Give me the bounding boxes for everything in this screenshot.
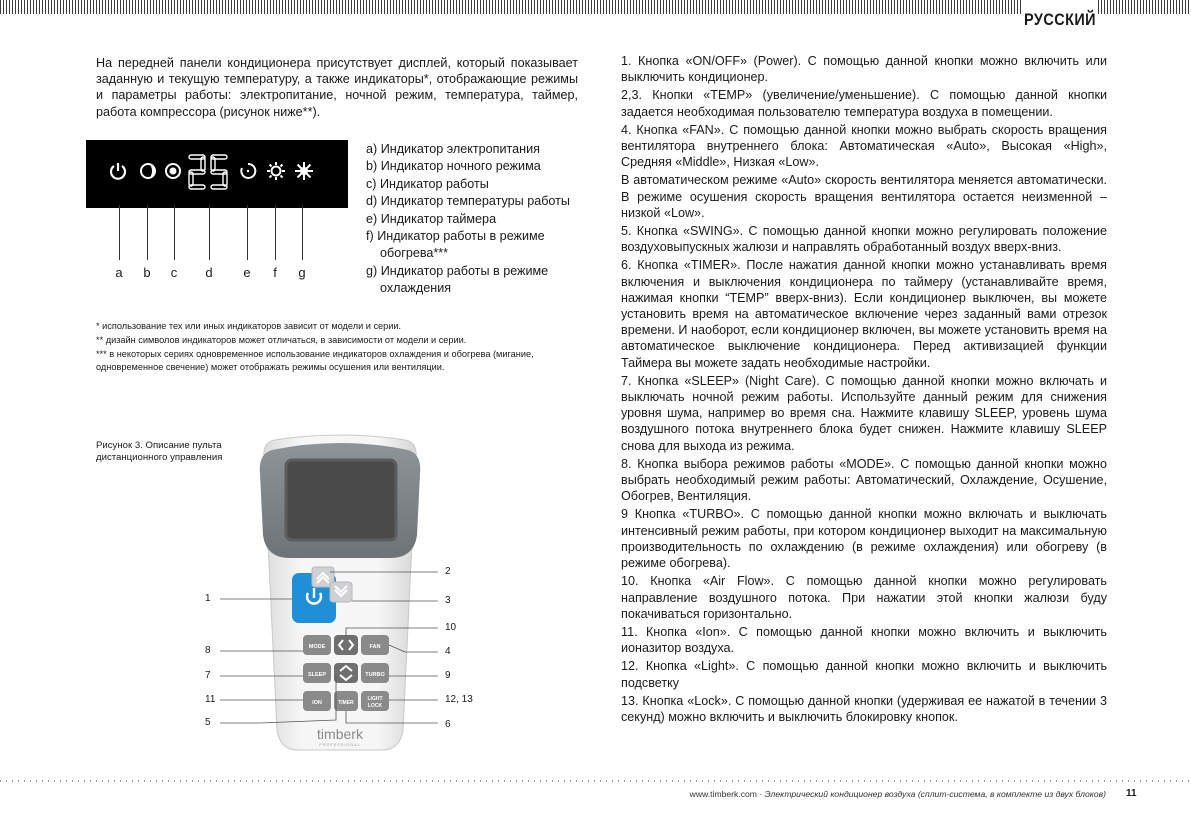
footer-site[interactable]: www.timberk.com xyxy=(689,789,757,799)
description-item: 8. Кнопка выбора режимов работы «MODE». С помощью данной кнопки можно выбрать необходимый режим работы: Автоматический, Охлаждение, Осушение, Обогрев, Вентиляция. xyxy=(621,456,1107,504)
callout-number: 9 xyxy=(445,670,451,681)
description-item: 9 Кнопка «TURBO». С помощью данной кнопки можно включать и выключать интенсивный режим работы, при котором кондиционер выходит на максимальную производительность по охлаждению (в режиме охлаждения) или обогреву (в режиме обогрева). xyxy=(621,507,1107,571)
leader-line xyxy=(247,205,248,260)
sleep-label: SLEEP xyxy=(307,672,327,678)
callout-number: 12, 13 xyxy=(445,694,473,705)
callout-number: 5 xyxy=(205,717,211,728)
night-mode-icon xyxy=(138,161,158,181)
indicator-letter: d xyxy=(205,265,213,280)
mode-label: MODE xyxy=(308,644,326,650)
button-descriptions xyxy=(621,53,1107,727)
legend-item: e) Индикатор таймера xyxy=(366,211,497,226)
figure-caption: Рисунок 3. Описание пульта дистанционного управления xyxy=(96,440,223,464)
display-panel xyxy=(86,140,348,208)
footnote: ** дизайн символов индикаторов может отличаться, в зависимости от модели и серии. xyxy=(96,335,467,346)
indicator-letter: c xyxy=(170,265,178,280)
lock-label: LOCK xyxy=(367,703,383,709)
legend-item: g) Индикатор работы в режиме охлаждения xyxy=(366,263,549,296)
cooling-icon xyxy=(294,161,314,181)
indicator-letter: a xyxy=(115,265,123,280)
callout-number: 4 xyxy=(445,646,451,657)
air-flow-button[interactable] xyxy=(334,635,358,655)
power-icon xyxy=(108,161,128,181)
legend-item: b) Индикатор ночного режима xyxy=(366,159,541,174)
description-item: 4. Кнопка «FAN». С помощью данной кнопки можно выбрать скорость вращения вентилятора внутреннего блока: Автоматическая «Auto», Высокая «High», Средняя «Middle», Низкая «Low». xyxy=(621,122,1107,170)
language-label: РУССКИЙ xyxy=(1023,0,1098,34)
footer-tagline: Электрический кондиционер воздуха (сплит-система, в комплекте из двух блоков) xyxy=(764,789,1106,799)
leader-line xyxy=(147,205,148,260)
indicator-letter: f xyxy=(273,265,277,280)
dotted-divider xyxy=(0,780,1191,782)
light-label: LIGHT xyxy=(367,696,383,702)
description-item: 7. Кнопка «SLEEP» (Night Care). С помощью данной кнопки можно включать и выключать ночной режим работы. Используйте данный режим для снижения уровня шума, например во время сна. Нажмите клавишу SLEEP, уровень шума воздушного потока внутреннего блока будет снижен. Нажмите клавишу SLEEP снова для выхода из режима. xyxy=(621,373,1107,453)
legend-item: c) Индикатор работы xyxy=(366,176,489,191)
page-number: 11 xyxy=(1126,788,1137,799)
description-item: 12. Кнопка «Light». С помощью данной кнопки можно включить и выключить подсветку xyxy=(621,659,1107,690)
legend-item: a) Индикатор электропитания xyxy=(366,142,540,156)
leader-line xyxy=(275,205,276,260)
legend-item: d) Индикатор температуры работы xyxy=(366,194,570,209)
leader-line xyxy=(174,205,175,260)
remote-control xyxy=(200,430,480,770)
legend-item: f) Индикатор работы в режиме обогрева*** xyxy=(366,229,545,261)
footer xyxy=(620,789,1106,799)
timer-icon xyxy=(238,161,258,181)
ion-label: ION xyxy=(312,700,322,706)
footnote: * использование тех или иных индикаторов зависит от модели и серии. xyxy=(96,321,402,331)
leader-line xyxy=(119,205,120,260)
callout-number: 10 xyxy=(445,622,457,633)
footer-separator: · xyxy=(756,789,765,799)
timer-label: TIMER xyxy=(338,700,354,706)
header-stripe xyxy=(0,0,1191,14)
indicator-letter: e xyxy=(243,265,251,280)
turbo-label: TURBO xyxy=(365,672,385,678)
indicator-letter: g xyxy=(298,265,306,280)
brand-logo: timberk xyxy=(317,726,363,742)
leader-line xyxy=(302,205,303,260)
description-item: 6. Кнопка «TIMER». После нажатия данной кнопки можно устанавливать время включения и выключения кондиционера по таймеру (устанавливайте время, нажимая кнопки “TEMP” вверх-вниз). Если кондиционер выключен, вы можете установить время на автоматическое включение через заданный вами отрезок времени. И наоборот, если кондиционер включен, вы можете установить время на автоматическое выключение кондиционера. Перед активизацией функции Таймера вы можете задать необходимые настройки. xyxy=(621,258,1107,370)
description-item: 2,3. Кнопки «TEMP» (увеличение/уменьшение). С помощью данной кнопки задается необходимая пользователю температура воздуха в помещении. xyxy=(621,88,1107,119)
intro-paragraph: На передней панели кондиционера присутствует дисплей, который показывает заданную и текущую температуру, а также индикаторы*, отображающие режимы и параметры работы: электропитание, ночной режим, температура, таймер, работа компрессора (рисунок ниже**). xyxy=(96,56,578,119)
callout-number: 11 xyxy=(205,694,216,705)
description-item: 13. Кнопка «Lock». С помощью данной кнопки (удерживая ее нажатой в течении 3 секунд) можно включить и выключить блокировку кнопок. xyxy=(621,693,1107,724)
callout-number: 6 xyxy=(445,719,451,730)
operation-icon xyxy=(163,161,183,181)
description-item: 11. Кнопка «Ion». С помощью данной кнопки можно включить и выключить ионазитор воздуха. xyxy=(621,624,1107,656)
callout-number: 8 xyxy=(205,645,211,656)
temperature-digits xyxy=(187,153,231,191)
lcd-screen xyxy=(286,460,396,540)
description-item: 5. Кнопка «SWING». С помощью данной кнопки можно регулировать положение воздуховыпускных жалюзи и направлять обработанный воздух вверх-вниз. xyxy=(621,224,1107,255)
heating-icon xyxy=(266,161,286,181)
callout-number: 2 xyxy=(445,566,451,577)
callout-number: 3 xyxy=(445,595,451,606)
callout-number: 7 xyxy=(205,670,211,681)
description-item: В автоматическом режиме «Auto» скорость вентилятора меняется автоматически. В режиме осушения скорость вращения вентилятора остается неизменной – низкой «Low». xyxy=(621,173,1107,220)
brand-subtitle: PROFESSIONAL xyxy=(319,743,361,747)
leader-line xyxy=(209,205,210,260)
footnotes xyxy=(96,320,596,373)
description-item: 1. Кнопка «ON/OFF» (Power). С помощью данной кнопки можно включить или выключить кондиционер. xyxy=(621,54,1107,85)
footnote: *** в некоторых сериях одновременное использование индикаторов охлаждения и обогрева (мигание, одновременное свечение) может отображать режимы осушения или вентиляции. xyxy=(96,349,534,372)
description-item: 10. Кнопка «Air Flow». С помощью данной кнопки можно регулировать направление воздушного потока. При нажатии этой кнопки жалюзи буду покачиваться горизонтально. xyxy=(621,574,1107,621)
indicator-letter: b xyxy=(143,265,151,280)
fan-label: FAN xyxy=(369,644,381,650)
indicator-legend xyxy=(366,141,588,298)
callout-number: 1 xyxy=(205,593,211,604)
